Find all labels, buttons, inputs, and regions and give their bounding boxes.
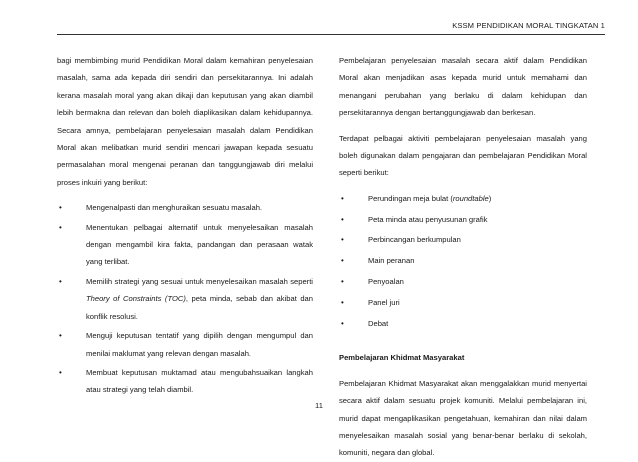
spacer — [57, 191, 313, 199]
bullet-icon: • — [341, 214, 344, 224]
list-item-text: Perundingan meja bulat ( — [368, 193, 453, 203]
bullet-icon: • — [341, 318, 344, 328]
list-item-text-italic: roundtable — [452, 193, 489, 203]
list-item-text: Panel juri — [368, 297, 400, 307]
list-item — [57, 219, 313, 271]
paragraph-active-learning: Pembelajaran penyelesaian masalah secara aktif dalam Pendidikan Moral akan menjadikan asas kepada murid untuk memahami dan menangani perubahan yang berlaku di dalam kehidupan dan persekitarannya dengan bertanggungjawab dan berkesan. — [339, 56, 587, 118]
spacer — [339, 335, 587, 349]
list-item-text: Perbincangan berkumpulan — [368, 235, 461, 245]
header-divider — [57, 34, 605, 35]
page-number: 11 — [315, 401, 323, 410]
bullet-icon: • — [59, 222, 62, 232]
left-column — [57, 52, 313, 401]
list-item — [339, 190, 587, 207]
list-item-text: Debat — [368, 318, 389, 328]
list-item — [339, 252, 587, 269]
list-item — [57, 327, 313, 362]
list-item — [339, 231, 587, 248]
list-item-text: Mengenalpasti dan menghuraikan sesuatu masalah. — [86, 203, 263, 213]
spacer — [339, 182, 587, 190]
list-item — [339, 294, 587, 311]
list-item-text: Peta minda atau penyusunan grafik — [368, 214, 488, 224]
list-item-text-suffix: ) — [488, 193, 492, 203]
list-item — [57, 273, 313, 325]
list-item — [339, 211, 587, 228]
list-item-text-post: , peta minda, sebab dan akibat dan konflik resolusi. — [86, 294, 313, 321]
bullet-icon: • — [59, 276, 62, 286]
bullet-icon: • — [341, 256, 344, 266]
list-item — [339, 273, 587, 290]
list-item-text-pre: Memilih strategi yang sesuai untuk menyelesaikan masalah seperti — [86, 276, 313, 286]
list-item-text: Penyoalan — [368, 277, 404, 287]
list-item — [57, 364, 313, 399]
bullet-icon: • — [341, 235, 344, 245]
list-item-text: Menguji keputusan tentatif yang dipilih dengan mengumpul dan menilai maklumat yang relevan dengan masalah. — [86, 331, 313, 358]
list-item — [57, 199, 313, 216]
list-item-text-italic: Theory of Constraints (TOC) — [86, 294, 186, 304]
intro-paragraph: bagi membimbing murid Pendidikan Moral dalam kemahiran penyelesaian masalah, sama ada kepada diri sendiri dan persekitarannya. Ini adalah kerana masalah moral yang akan dikaji dan keputusan yang akan diambil lebih bermakna dan relevan dan boleh diaplikasikan dalam kehidupannya. Secara amnya, pembelajaran penyelesaian masalah dalam Pendidikan Moral akan melibatkan murid sendiri mencari jawapan kepada sesuatu permasalahan moral mengenai peranan dan tanggungjawab diri melalui proses inkuiri yang berikut: — [57, 56, 313, 187]
list-item-text: Main peranan — [368, 256, 415, 266]
spacer — [339, 367, 587, 375]
activities-list — [339, 190, 587, 332]
bullet-icon: • — [341, 277, 344, 287]
paragraph-community-service: Pembelajaran Khidmat Masyarakat akan menggalakkan murid menyertai secara aktif dalam sesuatu projek komuniti. Melalui pembelajaran ini, murid dapat mengaplikasikan pengetahuan, kemahiran dan nilai dalam menyelesaikan masalah sosial yang benar-benar berlaku di sekolah, komuniti, negara dan global. — [339, 378, 587, 458]
bullet-icon: • — [59, 203, 62, 213]
bullet-icon: • — [341, 193, 344, 203]
list-item — [339, 315, 587, 332]
running-header: KSSM PENDIDIKAN MORAL TINGKATAN 1 — [452, 21, 605, 30]
list-item-text: Menentukan pelbagai alternatif untuk menyelesaikan masalah dengan mengambil kira fakta, pandangan dan perasaan watak yang terlibat. — [86, 222, 313, 267]
paragraph-activities-intro: Terdapat pelbagai aktiviti pembelajaran penyelesaian masalah yang boleh digunakan dalam pengajaran dan pembelajaran Pendidikan Moral seperti berikut: — [339, 133, 587, 178]
bullet-icon: • — [59, 367, 62, 377]
section-heading: Pembelajaran Khidmat Masyarakat — [339, 353, 465, 363]
bullet-icon: • — [341, 297, 344, 307]
inquiry-process-list — [57, 199, 313, 398]
spacer — [339, 122, 587, 130]
bullet-icon: • — [59, 331, 62, 341]
list-item-text: Membuat keputusan muktamad atau mengubahsuaikan langkah atau strategi yang telah diambil. — [86, 367, 313, 395]
